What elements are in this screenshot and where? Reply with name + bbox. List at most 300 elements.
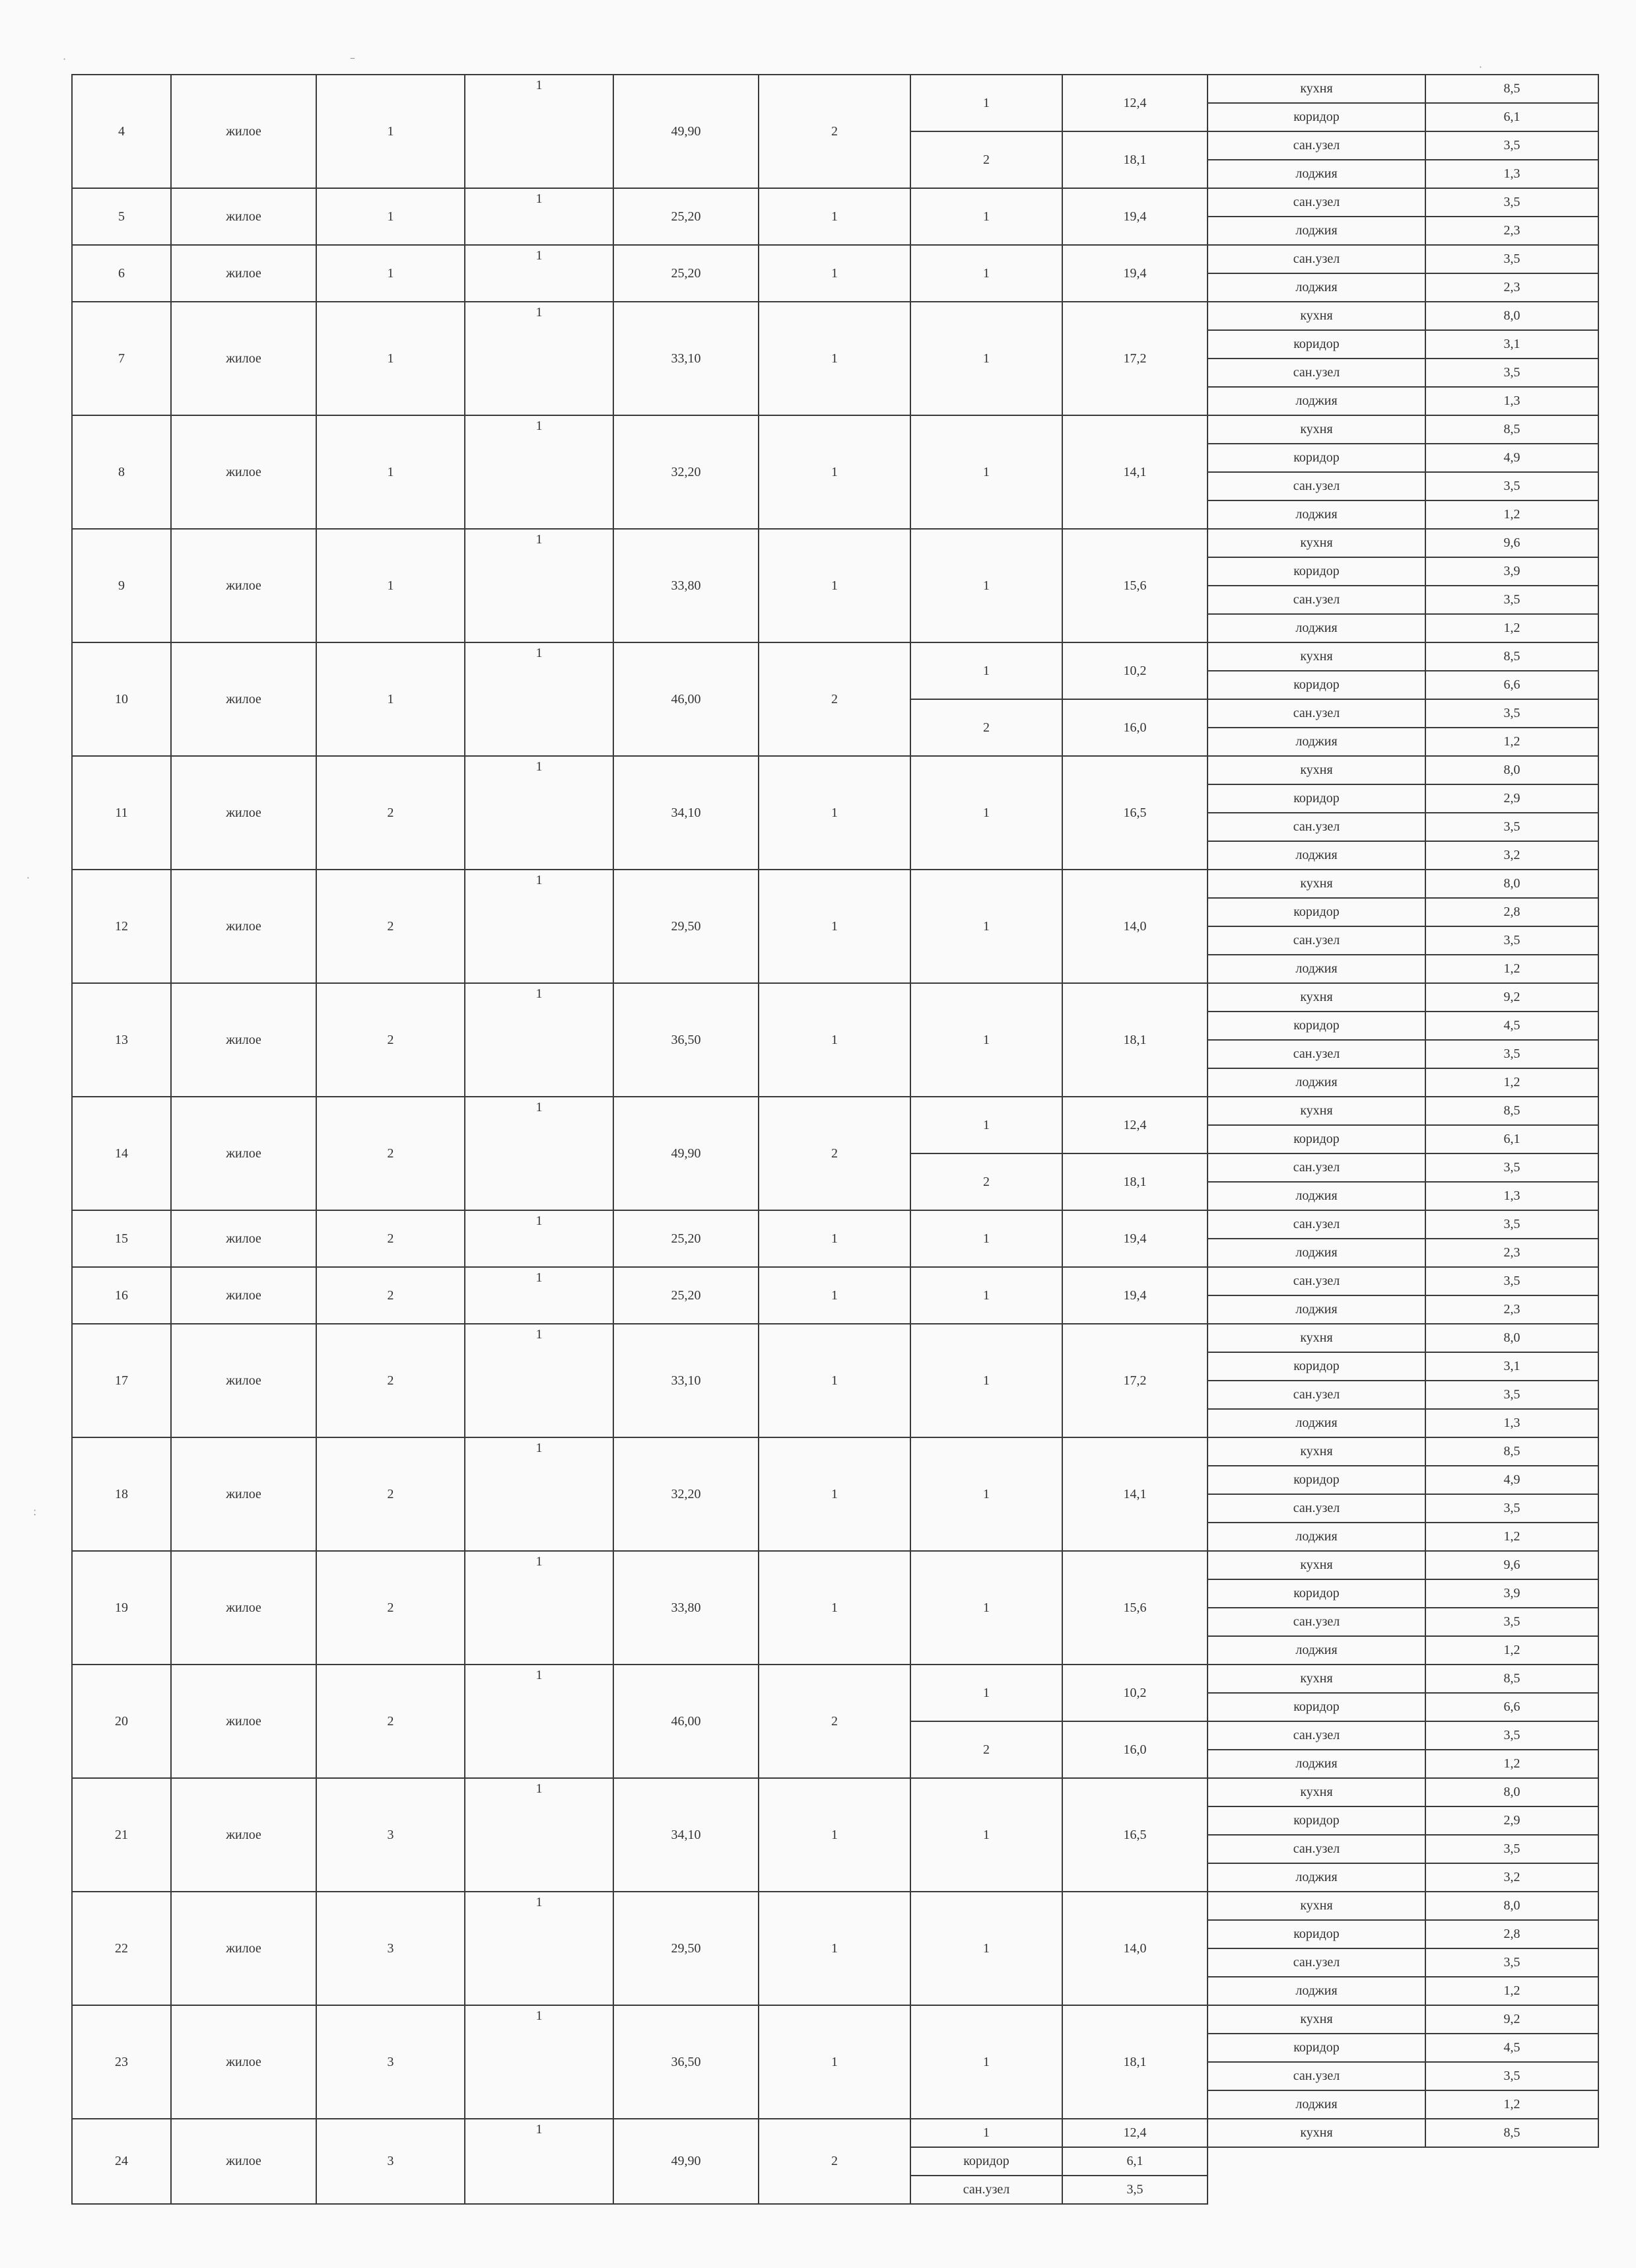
aux-room-name: кухня <box>1208 642 1425 671</box>
aux-room-area: 9,2 <box>1425 2005 1598 2034</box>
living-room-count: 2 <box>759 75 910 188</box>
aux-room-area: 2,3 <box>1425 273 1598 302</box>
floor-number: 1 <box>316 245 465 302</box>
aux-room-name: коридор <box>1208 557 1425 586</box>
floor-number: 2 <box>316 1551 465 1665</box>
scan-speck: · <box>1479 61 1483 73</box>
aux-room-name: коридор <box>1208 1579 1425 1608</box>
room-area: 19,4 <box>1062 188 1208 245</box>
aux-room-name: лоджия <box>1208 387 1425 415</box>
room-number: 1 <box>910 75 1062 131</box>
room-area: 14,1 <box>1062 1437 1208 1551</box>
total-area: 25,20 <box>613 188 759 245</box>
aux-room-area: 3,5 <box>1425 472 1598 500</box>
room-count: 1 <box>465 302 613 415</box>
aux-room-name: кухня <box>1208 2119 1425 2147</box>
total-area: 33,80 <box>613 529 759 642</box>
premises-type: жилое <box>171 2119 316 2204</box>
aux-room-name: лоджия <box>1208 1636 1425 1665</box>
table-row <box>72 1892 1598 1920</box>
aux-room-area: 3,5 <box>1425 926 1598 955</box>
room-number: 2 <box>910 1721 1062 1778</box>
aux-room-name: лоджия <box>1208 1523 1425 1551</box>
living-room-count: 1 <box>759 1892 910 2005</box>
aux-room-area: 3,2 <box>1425 841 1598 870</box>
table-row <box>72 1267 1598 1295</box>
room-area: 18,1 <box>1062 983 1208 1097</box>
room-count: 1 <box>465 983 613 1097</box>
aux-room-name: лоджия <box>1208 1977 1425 2005</box>
aux-room-area: 3,5 <box>1425 2062 1598 2090</box>
room-area: 18,1 <box>1062 131 1208 188</box>
aux-room-name: кухня <box>1208 1892 1425 1920</box>
apartment-number: 23 <box>72 2005 171 2119</box>
total-area: 36,50 <box>613 983 759 1097</box>
aux-room-name: лоджия <box>1208 1182 1425 1210</box>
scan-speck: · <box>63 53 67 65</box>
aux-room-name: сан.узел <box>1208 1494 1425 1523</box>
aux-room-name: кухня <box>1208 1097 1425 1125</box>
aux-room-name: кухня <box>1208 529 1425 557</box>
floor-number: 3 <box>316 2005 465 2119</box>
living-room-count: 1 <box>759 245 910 302</box>
floor-number: 2 <box>316 1267 465 1324</box>
aux-room-area: 8,5 <box>1425 2119 1598 2147</box>
aux-room-name: лоджия <box>1208 160 1425 188</box>
room-number: 1 <box>910 1097 1062 1153</box>
total-area: 32,20 <box>613 1437 759 1551</box>
room-number: 1 <box>910 529 1062 642</box>
aux-room-area: 8,0 <box>1425 302 1598 330</box>
aux-room-area: 1,3 <box>1425 160 1598 188</box>
aux-room-name: сан.узел <box>1208 1210 1425 1239</box>
total-area: 36,50 <box>613 2005 759 2119</box>
aux-room-area: 3,5 <box>1425 1608 1598 1636</box>
aux-room-area: 3,5 <box>1425 1153 1598 1182</box>
room-number: 1 <box>910 1267 1062 1324</box>
room-count: 1 <box>465 188 613 245</box>
room-count: 1 <box>465 1665 613 1778</box>
aux-room-name: сан.узел <box>1208 586 1425 614</box>
aux-room-name: коридор <box>1208 1012 1425 1040</box>
room-number: 1 <box>910 1437 1062 1551</box>
aux-room-name: сан.узел <box>1208 1721 1425 1750</box>
room-number: 1 <box>910 870 1062 983</box>
floor-number: 1 <box>316 642 465 756</box>
room-area: 19,4 <box>1062 245 1208 302</box>
aux-room-name: сан.узел <box>1208 1381 1425 1409</box>
room-number: 1 <box>910 415 1062 529</box>
aux-room-area: 1,2 <box>1425 1068 1598 1097</box>
aux-room-area: 2,9 <box>1425 1806 1598 1835</box>
total-area: 33,10 <box>613 1324 759 1437</box>
premises-type: жилое <box>171 1210 316 1267</box>
aux-room-area: 3,5 <box>1425 245 1598 273</box>
aux-room-name: лоджия <box>1208 728 1425 756</box>
aux-room-area: 3,9 <box>1425 1579 1598 1608</box>
table-row <box>72 1210 1598 1239</box>
room-count: 1 <box>465 756 613 870</box>
aux-room-area: 8,0 <box>1425 756 1598 784</box>
room-area: 14,1 <box>1062 415 1208 529</box>
aux-room-area: 2,8 <box>1425 1920 1598 1948</box>
floor-number: 1 <box>316 415 465 529</box>
table-row <box>72 1778 1598 1806</box>
table-row <box>72 245 1598 273</box>
aux-room-name: кухня <box>1208 415 1425 444</box>
premises-type: жилое <box>171 415 316 529</box>
aux-room-name: сан.узел <box>1208 1608 1425 1636</box>
apartment-number: 13 <box>72 983 171 1097</box>
premises-type: жилое <box>171 983 316 1097</box>
floor-number: 2 <box>316 870 465 983</box>
aux-room-name: коридор <box>1208 784 1425 813</box>
floor-number: 2 <box>316 983 465 1097</box>
table-row <box>72 1324 1598 1352</box>
living-room-count: 1 <box>759 1324 910 1437</box>
aux-room-area: 9,2 <box>1425 983 1598 1012</box>
room-count: 1 <box>465 529 613 642</box>
aux-room-name: лоджия <box>1208 955 1425 983</box>
aux-room-area: 1,2 <box>1425 1636 1598 1665</box>
room-count: 1 <box>465 2005 613 2119</box>
total-area: 25,20 <box>613 245 759 302</box>
aux-room-name: коридор <box>1208 898 1425 926</box>
total-area: 34,10 <box>613 1778 759 1892</box>
aux-room-area: 3,5 <box>1425 188 1598 217</box>
room-area: 18,1 <box>1062 2005 1208 2119</box>
living-room-count: 2 <box>759 1665 910 1778</box>
aux-room-area: 4,9 <box>1425 444 1598 472</box>
apartment-number: 15 <box>72 1210 171 1267</box>
aux-room-name: коридор <box>1208 330 1425 359</box>
aux-room-area: 3,5 <box>1425 359 1598 387</box>
apartment-number: 6 <box>72 245 171 302</box>
total-area: 25,20 <box>613 1267 759 1324</box>
living-room-count: 1 <box>759 2005 910 2119</box>
aux-room-area: 1,2 <box>1425 500 1598 529</box>
apartment-number: 16 <box>72 1267 171 1324</box>
premises-type: жилое <box>171 245 316 302</box>
floor-number: 3 <box>316 1778 465 1892</box>
aux-room-name: коридор <box>1208 1466 1425 1494</box>
total-area: 49,90 <box>613 75 759 188</box>
floor-number: 1 <box>316 302 465 415</box>
floor-number: 1 <box>316 529 465 642</box>
aux-room-name: лоджия <box>1208 1068 1425 1097</box>
aux-room-name: сан.узел <box>1208 245 1425 273</box>
scan-speck: · <box>26 872 30 884</box>
room-area: 17,2 <box>1062 302 1208 415</box>
apartment-areas-table <box>71 74 1599 2205</box>
living-room-count: 1 <box>759 302 910 415</box>
floor-number: 2 <box>316 1665 465 1778</box>
premises-type: жилое <box>171 870 316 983</box>
living-room-count: 1 <box>759 415 910 529</box>
premises-type: жилое <box>171 2005 316 2119</box>
aux-room-area: 1,2 <box>1425 728 1598 756</box>
room-number: 1 <box>910 2119 1062 2147</box>
aux-room-name: сан.узел <box>1208 359 1425 387</box>
premises-type: жилое <box>171 1551 316 1665</box>
aux-room-name: лоджия <box>1208 1239 1425 1267</box>
aux-room-area: 3,5 <box>1425 1948 1598 1977</box>
aux-room-name: лоджия <box>1208 2090 1425 2119</box>
table-row <box>72 870 1598 898</box>
room-count: 1 <box>465 415 613 529</box>
aux-room-area: 9,6 <box>1425 529 1598 557</box>
floor-number: 2 <box>316 1437 465 1551</box>
aux-room-area: 6,1 <box>1425 103 1598 131</box>
room-area: 19,4 <box>1062 1210 1208 1267</box>
total-area: 29,50 <box>613 870 759 983</box>
room-number: 1 <box>910 302 1062 415</box>
total-area: 33,80 <box>613 1551 759 1665</box>
aux-room-name: коридор <box>910 2147 1062 2176</box>
apartment-number: 14 <box>72 1097 171 1210</box>
room-number: 1 <box>910 1210 1062 1267</box>
aux-room-area: 1,2 <box>1425 2090 1598 2119</box>
room-area: 12,4 <box>1062 2119 1208 2147</box>
aux-room-name: сан.узел <box>1208 188 1425 217</box>
table-row <box>72 983 1598 1012</box>
room-count: 1 <box>465 1324 613 1437</box>
aux-room-name: кухня <box>1208 1778 1425 1806</box>
room-number: 1 <box>910 1892 1062 2005</box>
living-room-count: 1 <box>759 870 910 983</box>
aux-room-name: лоджия <box>1208 500 1425 529</box>
floor-number: 1 <box>316 188 465 245</box>
total-area: 34,10 <box>613 756 759 870</box>
total-area: 49,90 <box>613 2119 759 2204</box>
room-number: 2 <box>910 1153 1062 1210</box>
room-count: 1 <box>465 1210 613 1267</box>
scan-speck: : <box>33 1505 37 1518</box>
table-row <box>72 415 1598 444</box>
aux-room-name: сан.узел <box>1208 699 1425 728</box>
living-room-count: 2 <box>759 2119 910 2204</box>
aux-room-name: лоджия <box>1208 1295 1425 1324</box>
premises-type: жилое <box>171 1097 316 1210</box>
premises-type: жилое <box>171 1437 316 1551</box>
aux-room-name: сан.узел <box>1208 926 1425 955</box>
living-room-count: 1 <box>759 1267 910 1324</box>
aux-room-area: 3,5 <box>1425 1381 1598 1409</box>
aux-room-name: сан.узел <box>1208 1153 1425 1182</box>
aux-room-area: 3,1 <box>1425 330 1598 359</box>
room-count: 1 <box>465 642 613 756</box>
living-room-count: 1 <box>759 1437 910 1551</box>
aux-room-area: 3,5 <box>1425 1267 1598 1295</box>
apartment-number: 24 <box>72 2119 171 2204</box>
total-area: 29,50 <box>613 1892 759 2005</box>
room-number: 2 <box>910 699 1062 756</box>
room-count: 1 <box>465 245 613 302</box>
table-row <box>72 1665 1598 1693</box>
aux-room-name: коридор <box>1208 103 1425 131</box>
aux-room-area: 8,5 <box>1425 1437 1598 1466</box>
aux-room-name: лоджия <box>1208 841 1425 870</box>
premises-type: жилое <box>171 1267 316 1324</box>
room-count: 1 <box>465 1778 613 1892</box>
premises-type: жилое <box>171 1324 316 1437</box>
living-room-count: 1 <box>759 529 910 642</box>
aux-room-area: 4,5 <box>1425 2034 1598 2062</box>
aux-room-name: лоджия <box>1208 1863 1425 1892</box>
aux-room-area: 1,3 <box>1425 387 1598 415</box>
floor-number: 2 <box>316 1097 465 1210</box>
aux-room-name: кухня <box>1208 870 1425 898</box>
aux-room-area: 8,0 <box>1425 1892 1598 1920</box>
aux-room-name: сан.узел <box>1208 1948 1425 1977</box>
living-room-count: 1 <box>759 1210 910 1267</box>
apartment-number: 22 <box>72 1892 171 2005</box>
total-area: 25,20 <box>613 1210 759 1267</box>
aux-room-area: 1,3 <box>1425 1182 1598 1210</box>
aux-room-area: 8,0 <box>1425 1324 1598 1352</box>
table-row <box>72 188 1598 217</box>
floor-number: 3 <box>316 2119 465 2204</box>
premises-type: жилое <box>171 188 316 245</box>
aux-room-name: кухня <box>1208 2005 1425 2034</box>
aux-room-area: 3,5 <box>1425 1040 1598 1068</box>
room-count: 1 <box>465 1892 613 2005</box>
apartment-number: 10 <box>72 642 171 756</box>
aux-room-name: коридор <box>1208 1920 1425 1948</box>
premises-type: жилое <box>171 529 316 642</box>
total-area: 32,20 <box>613 415 759 529</box>
aux-room-name: коридор <box>1208 1693 1425 1721</box>
aux-room-name: коридор <box>1208 1352 1425 1381</box>
aux-room-area: 3,5 <box>1425 1210 1598 1239</box>
aux-room-name: кухня <box>1208 1551 1425 1579</box>
aux-room-area: 9,6 <box>1425 1551 1598 1579</box>
room-number: 1 <box>910 245 1062 302</box>
room-number: 1 <box>910 1324 1062 1437</box>
aux-room-name: сан.узел <box>1208 472 1425 500</box>
aux-room-area: 8,5 <box>1425 1097 1598 1125</box>
aux-room-area: 4,5 <box>1425 1012 1598 1040</box>
aux-room-name: сан.узел <box>1208 1040 1425 1068</box>
room-number: 2 <box>910 131 1062 188</box>
apartment-number: 9 <box>72 529 171 642</box>
premises-type: жилое <box>171 756 316 870</box>
room-area: 16,0 <box>1062 1721 1208 1778</box>
aux-room-area: 3,5 <box>1425 1835 1598 1863</box>
premises-type: жилое <box>171 302 316 415</box>
premises-type: жилое <box>171 1778 316 1892</box>
room-area: 15,6 <box>1062 529 1208 642</box>
room-area: 19,4 <box>1062 1267 1208 1324</box>
aux-room-name: сан.узел <box>1208 813 1425 841</box>
aux-room-area: 3,2 <box>1425 1863 1598 1892</box>
table-row <box>72 1437 1598 1466</box>
room-area: 16,5 <box>1062 1778 1208 1892</box>
room-area: 15,6 <box>1062 1551 1208 1665</box>
aux-room-area: 1,2 <box>1425 1523 1598 1551</box>
room-number: 1 <box>910 1778 1062 1892</box>
living-room-count: 2 <box>759 642 910 756</box>
apartment-number: 11 <box>72 756 171 870</box>
apartment-number: 4 <box>72 75 171 188</box>
aux-room-name: кухня <box>1208 75 1425 103</box>
aux-room-area: 2,8 <box>1425 898 1598 926</box>
aux-room-area: 1,2 <box>1425 1750 1598 1778</box>
aux-room-area: 1,3 <box>1425 1409 1598 1437</box>
aux-room-name: кухня <box>1208 302 1425 330</box>
living-room-count: 1 <box>759 1551 910 1665</box>
room-count: 1 <box>465 1097 613 1210</box>
aux-room-name: лоджия <box>1208 1409 1425 1437</box>
apartment-number: 8 <box>72 415 171 529</box>
aux-room-area: 6,1 <box>1425 1125 1598 1153</box>
aux-room-name: сан.узел <box>1208 2062 1425 2090</box>
room-area: 16,0 <box>1062 699 1208 756</box>
premises-type: жилое <box>171 642 316 756</box>
room-number: 1 <box>910 983 1062 1097</box>
aux-room-name: коридор <box>1208 1125 1425 1153</box>
table-row <box>72 75 1598 103</box>
room-count: 1 <box>465 1437 613 1551</box>
aux-room-area: 3,1 <box>1425 1352 1598 1381</box>
aux-room-area: 6,6 <box>1425 1693 1598 1721</box>
room-count: 1 <box>465 2119 613 2204</box>
floor-number: 2 <box>316 756 465 870</box>
apartment-number: 20 <box>72 1665 171 1778</box>
aux-room-name: кухня <box>1208 1437 1425 1466</box>
aux-room-area: 8,5 <box>1425 415 1598 444</box>
room-number: 1 <box>910 2005 1062 2119</box>
aux-room-name: лоджия <box>1208 273 1425 302</box>
aux-room-area: 3,5 <box>1425 699 1598 728</box>
aux-room-area: 6,6 <box>1425 671 1598 699</box>
aux-room-name: лоджия <box>1208 217 1425 245</box>
living-room-count: 1 <box>759 756 910 870</box>
apartment-number: 19 <box>72 1551 171 1665</box>
room-number: 1 <box>910 756 1062 870</box>
living-room-count: 1 <box>759 983 910 1097</box>
room-area: 14,0 <box>1062 870 1208 983</box>
aux-room-area: 3,5 <box>1425 1721 1598 1750</box>
aux-room-area: 3,5 <box>1425 586 1598 614</box>
table-row <box>72 642 1598 671</box>
room-count: 1 <box>465 1551 613 1665</box>
apartment-number: 7 <box>72 302 171 415</box>
aux-room-area: 2,3 <box>1425 1239 1598 1267</box>
floor-number: 1 <box>316 75 465 188</box>
floor-number: 3 <box>316 1892 465 2005</box>
aux-room-name: кухня <box>1208 1665 1425 1693</box>
aux-room-area: 1,2 <box>1425 614 1598 642</box>
room-area: 14,0 <box>1062 1892 1208 2005</box>
room-number: 1 <box>910 642 1062 699</box>
room-area: 10,2 <box>1062 1665 1208 1721</box>
aux-room-name: коридор <box>1208 671 1425 699</box>
table-row <box>72 529 1598 557</box>
scan-speck: – <box>350 52 355 64</box>
aux-room-area: 1,2 <box>1425 955 1598 983</box>
room-area: 12,4 <box>1062 75 1208 131</box>
table-row <box>72 756 1598 784</box>
premises-type: жилое <box>171 75 316 188</box>
aux-room-area: 4,9 <box>1425 1466 1598 1494</box>
aux-room-name: кухня <box>1208 1324 1425 1352</box>
room-count: 1 <box>465 75 613 188</box>
aux-room-name: коридор <box>1208 1806 1425 1835</box>
apartment-number: 5 <box>72 188 171 245</box>
apartment-number: 12 <box>72 870 171 983</box>
aux-room-area: 2,9 <box>1425 784 1598 813</box>
